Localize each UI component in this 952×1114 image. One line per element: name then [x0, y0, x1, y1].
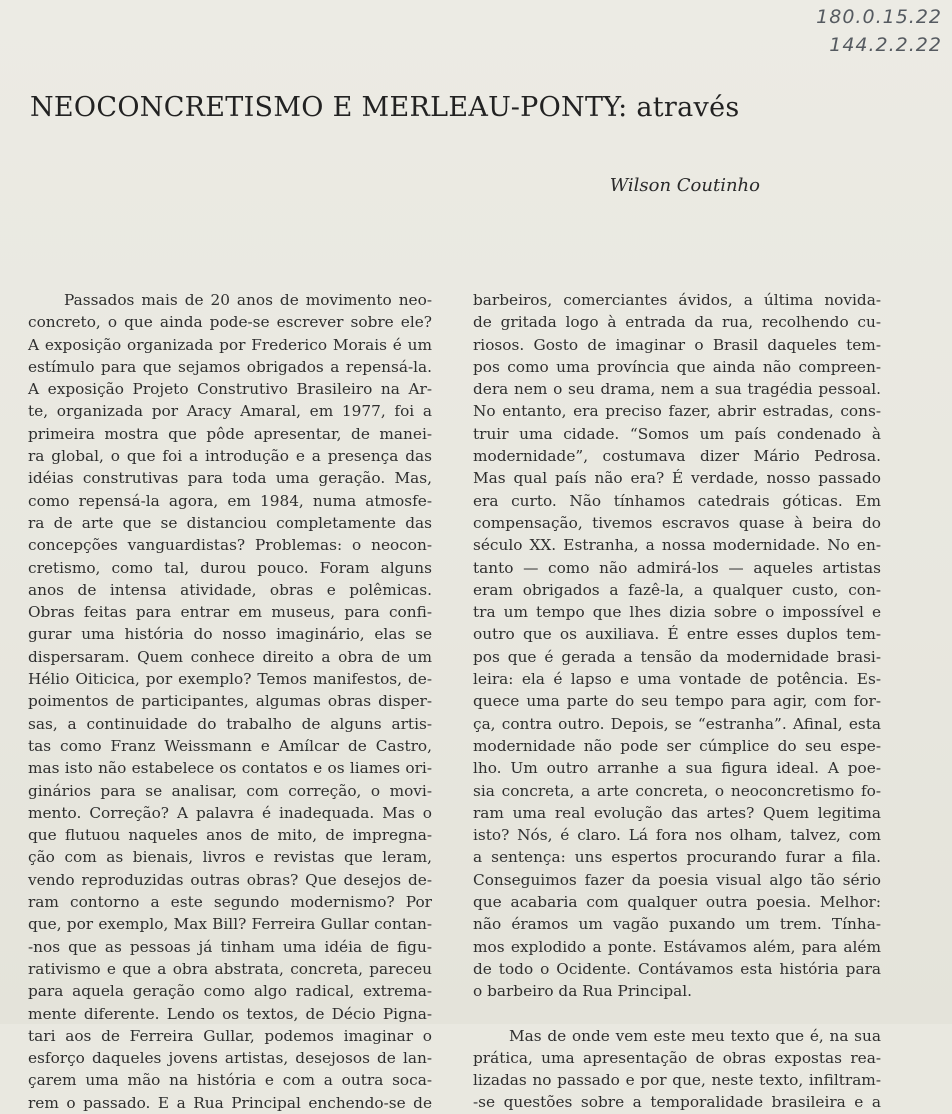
text-line: Obras feitas para entrar em museus, para confi-	[28, 603, 432, 622]
text-line: lizadas no passado e por que, neste texto, infiltram-	[473, 1071, 881, 1090]
text-line: eram obrigados a fazê-la, a qualquer custo, con-	[473, 580, 881, 599]
text-line: A exposição organizada por Frederico Morais é um	[28, 335, 432, 354]
text-line: Passados mais de 20 anos de movimento neo-	[64, 291, 432, 309]
text-line: compensação, tivemos escravos quase à beira do	[473, 513, 881, 532]
text-line: que acabaria com qualquer outra poesia. Melhor:	[473, 893, 881, 912]
text-line: isto? Nós, é claro. Lá fora nos olham, talvez, com	[473, 826, 881, 845]
text-line: -nos que as pessoas já tinham uma idéia de figu-	[28, 937, 432, 956]
text-line: dera nem o seu drama, nem a sua tragédia pessoal.	[473, 380, 881, 399]
text-line: não éramos um vagão puxando um trem. Tínha-	[473, 915, 881, 934]
text-line: A exposição Projeto Construtivo Brasileiro na Ar-	[28, 380, 432, 399]
text-line: Conseguimos fazer da poesia visual algo tão sério	[473, 870, 881, 889]
text-line: lho. Um outro arranhe a sua figura ideal. A poe-	[473, 759, 881, 778]
text-line: de todo o Ocidente. Contávamos esta história para	[473, 959, 881, 978]
text-line: vendo reproduzidas outras obras? Que desejos de-	[28, 870, 432, 889]
text-line: leira: ela é lapso e uma vontade de potência. Es-	[473, 670, 881, 689]
text-line: mos explodido a ponte. Estávamos além, para além	[473, 937, 881, 956]
text-line: rem o passado. E a Rua Principal enchendo-se de	[28, 1093, 432, 1112]
text-line: que, por exemplo, Max Bill? Ferreira Gullar contan-	[28, 915, 432, 934]
text-line: modernidade não pode ser cúmplice do seu espe-	[473, 736, 881, 755]
text-line: cretismo, como tal, durou pouco. Foram alguns	[28, 558, 432, 577]
text-line: estímulo para que sejamos obrigados a repensá-la.	[28, 357, 432, 376]
author-name: Wilson Coutinho	[609, 175, 760, 196]
text-line: concreto, o que ainda pode-se escrever sobre ele?	[28, 313, 432, 332]
text-line: -se questões sobre a temporalidade brasileira e a	[473, 1093, 881, 1112]
text-line: dispersaram. Quem conhece direito a obra de um	[28, 647, 432, 666]
text-line: pos como uma província que ainda não compreen-	[473, 357, 881, 376]
right-text-column	[473, 289, 881, 1114]
paragraph-gap	[473, 1003, 881, 1025]
text-line: para aquela geração como algo radical, extrema-	[28, 982, 432, 1001]
text-line: anos de intensa atividade, obras e polêmicas.	[28, 580, 432, 599]
text-line: ram uma real evolução das artes? Quem legitima	[473, 803, 881, 822]
handwritten-annotation: 180.0.15.22	[816, 6, 942, 28]
text-line: tra um tempo que lhes dizia sobre o impossível e	[473, 603, 881, 622]
text-line: sas, a continuidade do trabalho de alguns artis-	[28, 714, 432, 733]
text-line: século XX. Estranha, a nossa modernidade. No en-	[473, 536, 881, 555]
text-line: çarem uma mão na história e com a outra soca-	[28, 1071, 432, 1090]
text-line: outro que os auxiliava. É entre esses duplos tem-	[473, 625, 881, 644]
text-line: Mas qual país não era? É verdade, nosso passado	[473, 469, 881, 488]
title-main: NEOCONCRETISMO E MERLEAU-PONTY:	[30, 92, 628, 123]
title-suffix: através	[636, 92, 740, 123]
text-line: ginários para se analisar, com correção, o movi-	[28, 781, 432, 800]
text-line: de gritada logo à entrada da rua, recolhendo cu-	[473, 313, 881, 332]
text-line: ção com as bienais, livros e revistas que leram,	[28, 848, 432, 867]
text-line: mente diferente. Lendo os textos, de Décio Pigna-	[28, 1004, 432, 1023]
text-line: esforço daqueles jovens artistas, desejosos de lan-	[28, 1049, 432, 1068]
text-line: mas isto não estabelece os contatos e os liames ori-	[28, 759, 432, 778]
text-line: Hélio Oiticica, por exemplo? Temos manifestos, de-	[28, 670, 432, 689]
left-text-column	[28, 289, 432, 1114]
text-line: idéias construtivas para toda uma geração. Mas,	[28, 469, 432, 488]
text-line: te, organizada por Aracy Amaral, em 1977, foi a	[28, 402, 432, 421]
text-line: quece uma parte do seu tempo para agir, com for-	[473, 692, 881, 711]
article-title	[30, 92, 740, 123]
text-line: tari aos de Ferreira Gullar, podemos imaginar o	[28, 1026, 432, 1045]
text-line: ra de arte que se distanciou completamente das	[28, 513, 432, 532]
text-line: Mas de onde vem este meu texto que é, na sua	[509, 1026, 881, 1045]
text-line: barbeiros, comerciantes ávidos, a última novida-	[473, 291, 881, 309]
text-line: poimentos de participantes, algumas obras disper-	[28, 692, 432, 711]
text-line: tas como Franz Weissmann e Amílcar de Castro,	[28, 736, 432, 755]
text-line: sia concreta, a arte concreta, o neoconcretismo fo-	[473, 781, 881, 800]
text-line: que flutuou naqueles anos de mito, de impregna-	[28, 826, 432, 845]
text-line: pos que é gerada a tensão da modernidade brasi-	[473, 647, 881, 666]
text-line: tanto — como não admirá-los — aqueles artistas	[473, 558, 881, 577]
text-line: era curto. Não tínhamos catedrais góticas. Em	[473, 491, 881, 510]
text-line: rativismo e que a obra abstrata, concreta, pareceu	[28, 959, 432, 978]
text-line: como repensá-la agora, em 1984, numa atmosfe-	[28, 491, 432, 510]
text-line: riosos. Gosto de imaginar o Brasil daqueles tem-	[473, 335, 881, 354]
text-line: ça, contra outro. Depois, se “estranha”. Afinal, esta	[473, 714, 881, 733]
text-line: a sentença: uns espertos procurando furar a fila.	[473, 848, 881, 867]
text-line: concepções vanguardistas? Problemas: o neocon-	[28, 536, 432, 555]
text-line: prática, uma apresentação de obras expostas rea-	[473, 1048, 881, 1067]
text-line: o barbeiro da Rua Principal.	[473, 982, 693, 1001]
text-line: primeira mostra que pôde apresentar, de manei-	[28, 424, 432, 443]
text-line: truir uma cidade. “Somos um país condenado à	[473, 424, 881, 443]
text-line: modernidade”, costumava dizer Mário Pedrosa.	[473, 447, 881, 466]
handwritten-annotation: 144.2.2.22	[829, 34, 942, 56]
text-line: gurar uma história do nosso imaginário, elas se	[28, 625, 432, 644]
text-line: mento. Correção? A palavra é inadequada. Mas o	[28, 803, 432, 822]
text-line: ra global, o que foi a introdução e a presença das	[28, 447, 432, 466]
text-line: No entanto, era preciso fazer, abrir estradas, cons-	[473, 402, 881, 421]
text-line: ram contorno a este segundo modernismo? Por	[28, 893, 432, 912]
